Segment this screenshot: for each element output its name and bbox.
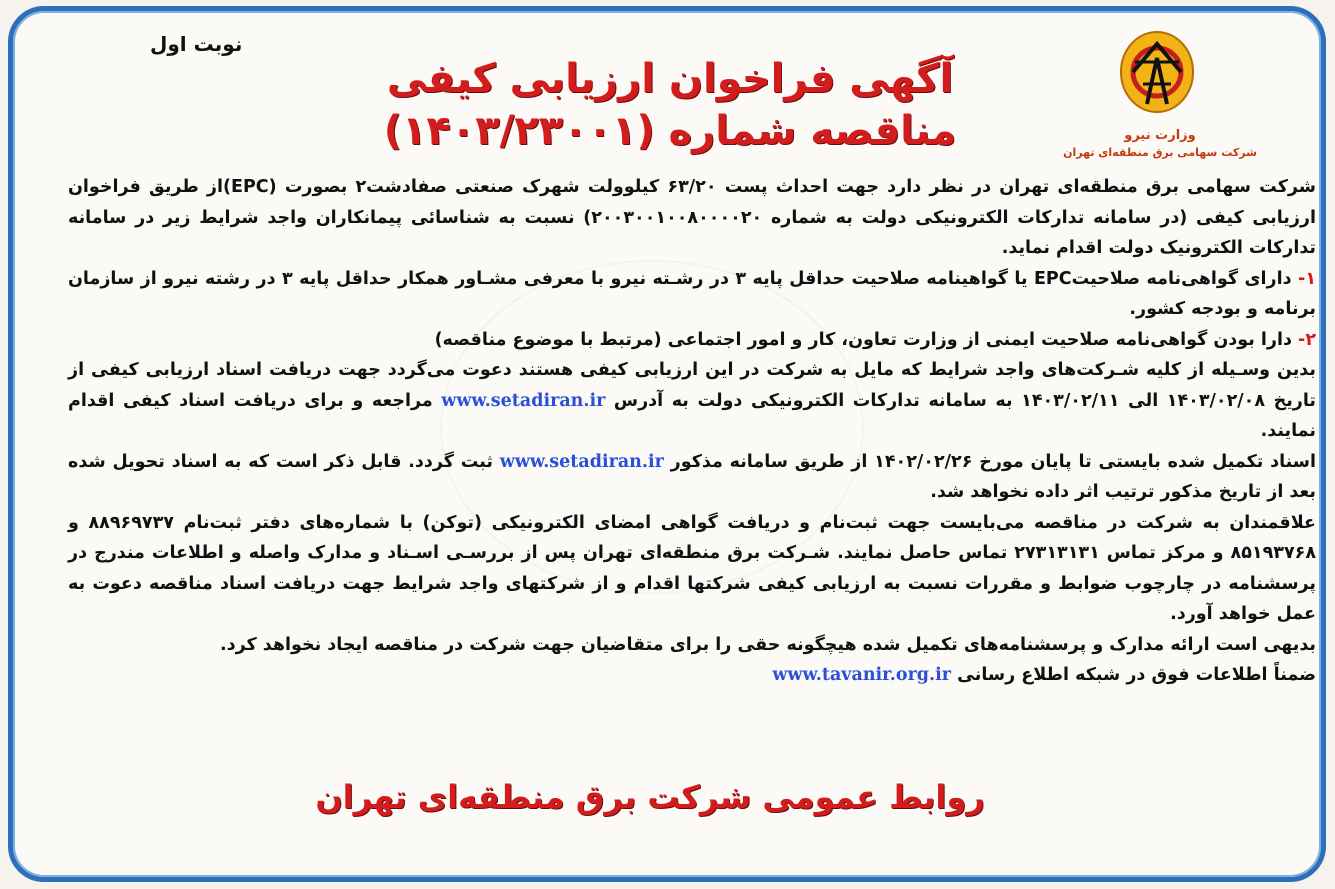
setadiran-submit-link[interactable]: www.setadiran.ir	[499, 451, 664, 472]
info-paragraph	[68, 660, 1316, 691]
tavanir-link[interactable]: www.tavanir.org.ir	[772, 665, 951, 685]
requirement-2	[68, 325, 1316, 356]
note-paragraph: بدیهی است ارائه مدارک و پرسشنامه‌های تکمیل شده هیچگونه حقی را برای متقاضیان جهت شرکت در مناقصه ایجاد نخواهد کرد.	[220, 634, 1316, 655]
invitation-paragraph	[68, 355, 1316, 447]
logo-company-text: شرکت سهامی برق منطقه‌ای تهران	[1063, 146, 1257, 159]
submission-text-b: ثبت گردد. قابل ذکر است که به اسناد تحویل شده بعد از تاریخ مذکور ترتیب اثر داده نخواهد شد.	[68, 451, 1316, 502]
ad-body	[68, 172, 1316, 691]
intro-paragraph: شرکت سهامی برق منطقه‌ای تهران در نظر دارد جهت احداث پست ۶۳/۲۰ کیلوولت شهرک صنعتی صفادشت۲ بصورت (EPC)از طریق فراخوان ارزیابی کیفی (در سامانه تدارکات الکترونیکی دولت به شماره ۲۰۰۳۰۰۱۰۰۸۰۰۰۰۲۰) نسبت به شناسائی پیمانکاران واجد شرایط زیر در سامانه تدارکات الکترونیک دولت اقدام نماید.	[68, 177, 1316, 258]
info-text: ضمناً اطلاعات فوق در شبکه اطلاع رسانی	[957, 665, 1316, 685]
page-title: آگهی فراخوان ارزیابی کیفی	[386, 56, 954, 102]
requirement-1	[68, 264, 1316, 325]
requirement-1-number: ۱-	[1298, 268, 1316, 289]
requirement-1-text: دارای گواهی‌نامه صلاحیتEPC یا گواهینامه صلاحیت حداقل پایه ۳ در رشـته نیرو با معرفی مشـاور همکار حداقل پایه ۳ در رشته نیرو از سازمان برنامه و بودجه کشور.	[68, 268, 1316, 319]
round-label: نوبت اول	[150, 32, 243, 56]
tavanir-tower-logo-icon	[1117, 28, 1197, 124]
company-logo	[1035, 22, 1285, 162]
public-relations-signature: روابط عمومی شرکت برق منطقه‌ای تهران	[315, 778, 985, 816]
submission-paragraph	[68, 447, 1316, 508]
invitation-text-b: مراجعه و برای دریافت اسناد کیفی اقدام نمایند.	[68, 390, 1316, 441]
logo-ministry-text: وزارت نیرو	[1124, 128, 1196, 143]
submission-text-a: اسناد تکمیل شده بایستی تا پایان مورخ ۱۴۰۲/۰۲/۲۶ از طریق سامانه مذکور	[670, 451, 1317, 472]
requirement-2-number: ۲-	[1298, 329, 1316, 350]
requirement-2-text: دارا بودن گواهی‌نامه صلاحیت ایمنی از وزارت تعاون، کار و امور اجتماعی (مرتبط با موضوع مناقصه)	[434, 329, 1292, 350]
contact-paragraph: علاقمندان به شرکت در مناقصه می‌بایست جهت ثبت‌نام و دریافت گواهی امضای الکترونیکی (توکن) با شماره‌های دفتر ثبت‌نام ۸۸۹۶۹۷۳۷ و ۸۵۱۹۳۷۶۸ و مرکز تماس ۲۷۳۱۳۱۳۱ تماس حاصل نمایند. شـرکت برق منطقه‌ای تهران پس از بررسـی اسـناد و مدارک واصله و اطلاعات مندرج در پرسشنامه در چارچوب ضوابط و مقررات نسبت به ارزیابی کیفی شرکتها اقدام و از شرکتهای واجد شرایط جهت دریافت اسناد مناقصه دعوت به عمل خواهد آورد.	[68, 512, 1316, 624]
tender-number-title: مناقصه شماره (۱۴۰۳/۲۳۰۰۱)	[383, 108, 957, 154]
setadiran-link[interactable]: www.setadiran.ir	[441, 390, 606, 411]
invitation-text-a: بدین وسـیله از کلیه شـرکت‌های واجد شرایط که مایل به شرکت در این ارزیابی کیفی هستند دعوت می‌گردد جهت دریافت اسناد ارزیابی کیفی از تاریخ ۱۴۰۳/۰۲/۰۸ الی ۱۴۰۳/۰۲/۱۱ به سامانه تدارکات الکترونیکی دولت به آدرس	[68, 360, 1316, 411]
